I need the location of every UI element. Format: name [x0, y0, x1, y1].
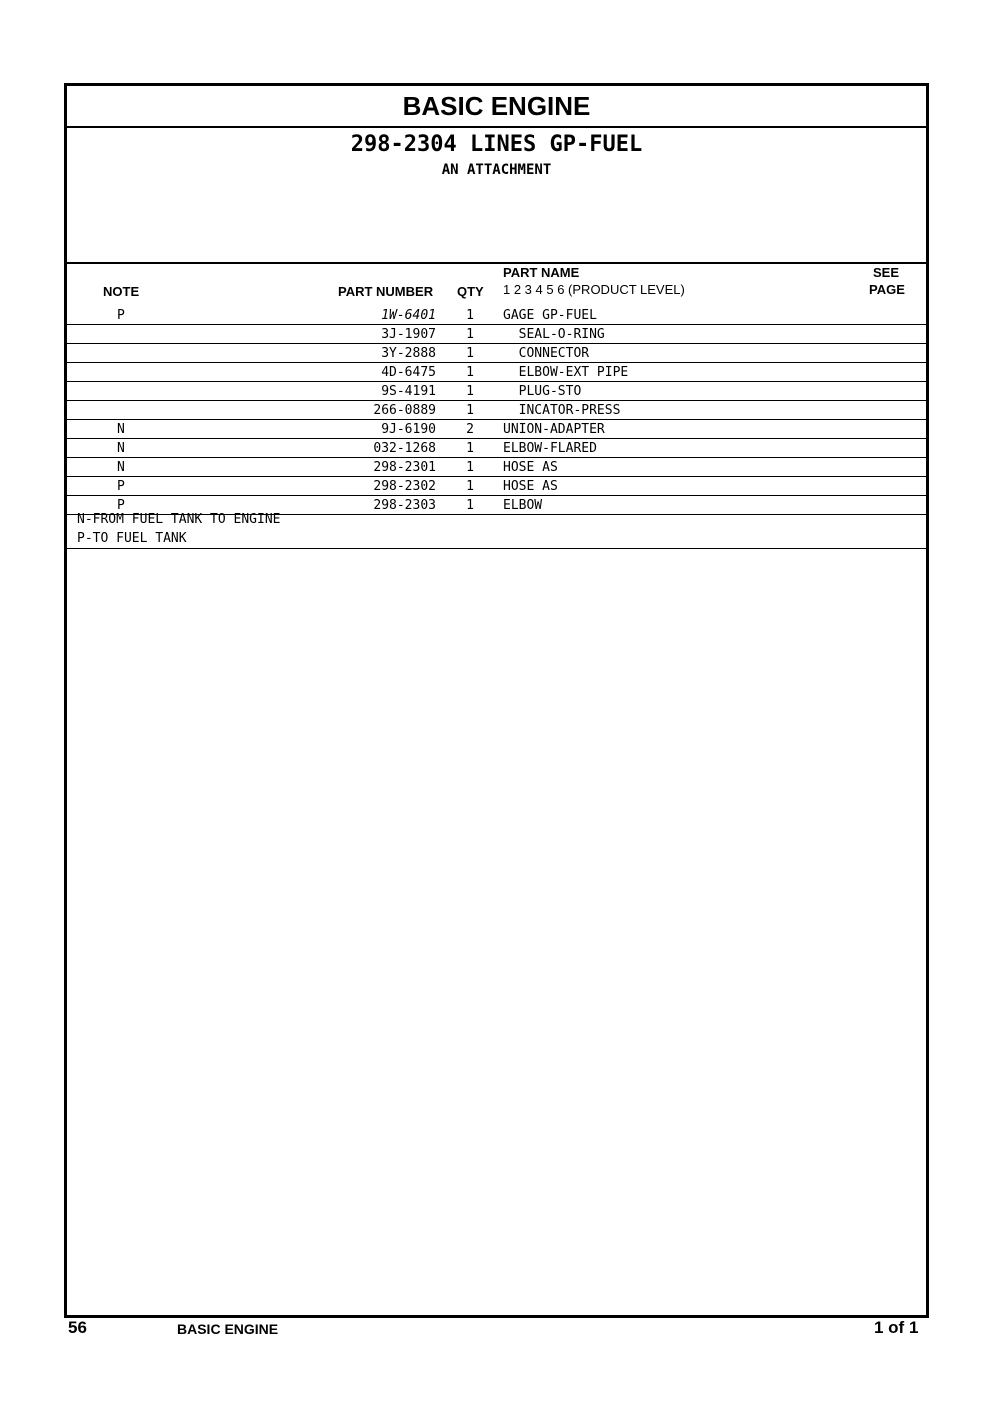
row-part-number[interactable]: 1W-6401 — [381, 308, 436, 323]
row-note: P — [117, 498, 125, 513]
table-row — [67, 325, 926, 344]
notes-section — [67, 510, 926, 549]
row-qty: 1 — [466, 327, 474, 342]
row-qty: 1 — [466, 498, 474, 513]
group-title: 298-2304 LINES GP-FUEL — [350, 132, 643, 157]
row-part-number: 298-2303 — [373, 498, 436, 513]
group-subtitle: AN ATTACHMENT — [441, 162, 552, 178]
row-part-number: 266-0889 — [373, 403, 436, 418]
row-part-number: 3Y-2888 — [381, 346, 436, 361]
row-part-name: ELBOW — [503, 498, 543, 513]
parts-table — [67, 306, 926, 515]
row-part-number: 298-2302 — [373, 479, 436, 494]
product-levels: 1 2 3 4 5 6 (PRODUCT LEVEL) — [503, 282, 685, 297]
row-part-number: 3J-1907 — [381, 327, 436, 342]
row-note: N — [117, 460, 125, 475]
row-qty: 1 — [466, 384, 474, 399]
row-part-name: HOSE AS — [503, 460, 558, 475]
row-part-number: 032-1268 — [373, 441, 436, 456]
row-part-name: HOSE AS — [503, 479, 558, 494]
table-row — [67, 306, 926, 325]
section-title: BASIC ENGINE — [67, 86, 926, 128]
row-part-name: SEAL-O-RING — [503, 327, 605, 342]
page-of: 1 of 1 — [874, 1318, 919, 1337]
column-header-see: SEE — [873, 265, 900, 280]
table-row — [67, 458, 926, 477]
table-row — [67, 344, 926, 363]
row-part-name: INCATOR-PRESS — [503, 403, 621, 418]
page-number: 56 — [68, 1318, 87, 1337]
row-part-name: CONNECTOR — [503, 346, 590, 361]
column-header-page: PAGE — [869, 282, 905, 297]
row-qty: 1 — [466, 479, 474, 494]
row-part-name: ELBOW-FLARED — [503, 441, 597, 456]
table-row — [67, 401, 926, 420]
row-part-name: GAGE GP-FUEL — [503, 308, 597, 323]
group-header — [67, 128, 926, 264]
table-row — [67, 477, 926, 496]
row-note: N — [117, 422, 125, 437]
row-qty: 1 — [466, 365, 474, 380]
row-part-number: 298-2301 — [373, 460, 436, 475]
column-header-part-number: PART NUMBER — [338, 284, 434, 299]
row-qty: 1 — [466, 460, 474, 475]
column-header-note: NOTE — [103, 284, 140, 299]
table-row — [67, 363, 926, 382]
row-part-number: 4D-6475 — [381, 365, 436, 380]
note-line: P-TO FUEL TANK — [77, 531, 187, 546]
row-note: P — [117, 479, 125, 494]
row-qty: 1 — [466, 441, 474, 456]
parts-sheet — [64, 83, 929, 1318]
row-qty: 1 — [466, 403, 474, 418]
row-note: N — [117, 441, 125, 456]
table-row — [67, 382, 926, 401]
row-qty: 1 — [466, 346, 474, 361]
footer-section: BASIC ENGINE — [177, 1321, 279, 1337]
row-part-name: ELBOW-EXT PIPE — [503, 365, 629, 380]
row-note: P — [117, 308, 125, 323]
row-part-name: UNION-ADAPTER — [503, 422, 605, 437]
row-part-number: 9S-4191 — [381, 384, 436, 399]
row-part-number: 9J-6190 — [381, 422, 436, 437]
row-qty: 2 — [466, 422, 474, 437]
table-row — [67, 439, 926, 458]
column-header-part-name: PART NAME — [503, 265, 580, 280]
note-line: N-FROM FUEL TANK TO ENGINE — [77, 512, 281, 527]
column-header-qty: QTY — [457, 284, 484, 299]
row-part-name: PLUG-STO — [503, 384, 582, 399]
row-qty: 1 — [466, 308, 474, 323]
table-row — [67, 420, 926, 439]
